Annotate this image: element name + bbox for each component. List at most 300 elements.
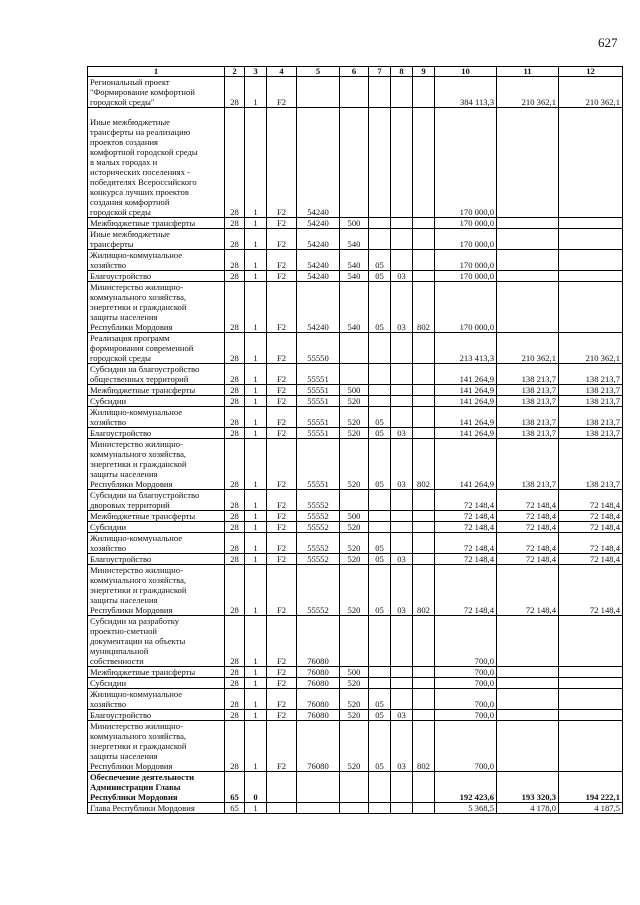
code-cell: 54240 [297,271,340,282]
code-cell: 1 [245,533,267,554]
table-row [88,218,623,229]
amount-cell [497,282,559,333]
amount-cell [559,282,623,333]
code-cell: 520 [340,407,369,428]
code-cell [413,710,435,721]
row-name-cell: Министерство жилищно- коммунального хозяйства, энергетики и гражданской защиты населения Республики Мордовия [88,721,225,772]
amount-cell: 138 213,7 [559,385,623,396]
amount-cell: 72 148,4 [497,533,559,554]
code-cell [267,803,297,814]
table-row [88,333,623,364]
code-cell [413,271,435,282]
code-cell: 03 [391,271,413,282]
amount-cell: 138 213,7 [497,385,559,396]
code-cell: 28 [225,271,245,282]
code-cell: 54240 [297,218,340,229]
amount-cell: 72 148,4 [435,522,497,533]
code-cell [297,803,340,814]
amount-cell: 700,0 [435,678,497,689]
code-cell [369,364,391,385]
row-name-cell: Жилищно-коммунальное хозяйство [88,533,225,554]
code-cell: 54240 [297,282,340,333]
code-cell: F2 [267,616,297,667]
row-name-cell: Субсидии [88,522,225,533]
code-cell: 1 [245,333,267,364]
amount-cell: 72 148,4 [497,554,559,565]
column-header: 12 [559,67,623,77]
table-row [88,364,623,385]
code-cell: 1 [245,616,267,667]
code-cell: 05 [369,439,391,490]
amount-cell: 213 413,3 [435,333,497,364]
row-name-cell: Реализация программ формирования современной городской среды [88,333,225,364]
amount-cell: 210 362,1 [497,77,559,108]
code-cell: 1 [245,250,267,271]
code-cell: 1 [245,554,267,565]
code-cell: 54240 [297,229,340,250]
amount-cell: 210 362,1 [559,333,623,364]
code-cell: F2 [267,407,297,428]
row-name-cell: Межбюджетные трансферты [88,385,225,396]
code-cell: 802 [413,439,435,490]
amount-cell [559,710,623,721]
code-cell: F2 [267,533,297,554]
table-row [88,667,623,678]
code-cell: 500 [340,218,369,229]
row-name-cell: Субсидии на благоустройство дворовых территорий [88,490,225,511]
code-cell: 1 [245,364,267,385]
table-row [88,554,623,565]
table-body [88,77,623,814]
code-cell: 65 [225,803,245,814]
amount-cell: 210 362,1 [497,333,559,364]
amount-cell: 170 000,0 [435,218,497,229]
row-name-cell: Министерство жилищно- коммунального хозяйства, энергетики и гражданской защиты населения Республики Мордовия [88,282,225,333]
code-cell: F2 [267,554,297,565]
code-cell: 28 [225,428,245,439]
table-row [88,229,623,250]
code-cell: 1 [245,218,267,229]
row-name-cell: Межбюджетные трансферты [88,511,225,522]
code-cell [340,77,369,108]
code-cell: 05 [369,721,391,772]
code-cell: 28 [225,77,245,108]
code-cell [413,554,435,565]
code-cell: 28 [225,616,245,667]
amount-cell: 138 213,7 [559,396,623,407]
code-cell: 520 [340,689,369,710]
amount-cell: 170 000,0 [435,229,497,250]
code-cell: 520 [340,710,369,721]
code-cell [413,250,435,271]
code-cell: 55552 [297,533,340,554]
code-cell [413,364,435,385]
table-row [88,533,623,554]
code-cell: F2 [267,364,297,385]
table-row [88,689,623,710]
code-cell [340,490,369,511]
code-cell: 55551 [297,407,340,428]
code-cell [369,229,391,250]
code-cell: 28 [225,522,245,533]
code-cell: F2 [267,218,297,229]
amount-cell [559,689,623,710]
amount-cell: 72 148,4 [559,490,623,511]
table-row [88,721,623,772]
code-cell: 520 [340,533,369,554]
table-row [88,522,623,533]
code-cell: 540 [340,229,369,250]
amount-cell [497,218,559,229]
code-cell: 0 [245,772,267,803]
column-header: 7 [369,67,391,77]
amount-cell: 138 213,7 [497,364,559,385]
code-cell [369,77,391,108]
row-name-cell: Субсидии [88,396,225,407]
amount-cell: 72 148,4 [559,511,623,522]
code-cell [369,667,391,678]
code-cell: 1 [245,271,267,282]
code-cell [340,333,369,364]
amount-cell [559,229,623,250]
code-cell [413,490,435,511]
table-row [88,803,623,814]
code-cell [413,803,435,814]
code-cell: F2 [267,490,297,511]
code-cell [391,803,413,814]
column-header: 5 [297,67,340,77]
code-cell: F2 [267,77,297,108]
code-cell: 55550 [297,333,340,364]
column-header: 2 [225,67,245,77]
code-cell: 28 [225,439,245,490]
code-cell: 28 [225,565,245,616]
code-cell: 500 [340,667,369,678]
code-cell: 1 [245,108,267,218]
column-header: 3 [245,67,267,77]
code-cell: 55552 [297,554,340,565]
row-name-cell: Межбюджетные трансферты [88,218,225,229]
code-cell: 500 [340,511,369,522]
code-cell: F2 [267,710,297,721]
code-cell [369,803,391,814]
amount-cell [497,710,559,721]
code-cell [297,772,340,803]
code-cell [413,678,435,689]
code-cell [391,511,413,522]
amount-cell: 72 148,4 [559,565,623,616]
amount-cell: 72 148,4 [559,522,623,533]
amount-cell: 700,0 [435,721,497,772]
code-cell: F2 [267,689,297,710]
code-cell [413,218,435,229]
amount-cell: 72 148,4 [435,533,497,554]
code-cell: 802 [413,565,435,616]
code-cell: 28 [225,407,245,428]
code-cell: 1 [245,667,267,678]
amount-cell: 194 222,1 [559,772,623,803]
code-cell: 1 [245,428,267,439]
code-cell: 1 [245,565,267,616]
code-cell: 1 [245,678,267,689]
amount-cell: 5 368,5 [435,803,497,814]
amount-cell: 700,0 [435,689,497,710]
amount-cell [559,108,623,218]
code-cell: F2 [267,511,297,522]
column-header: 4 [267,67,297,77]
code-cell: 55552 [297,565,340,616]
code-cell [391,522,413,533]
code-cell [413,333,435,364]
code-cell: 65 [225,772,245,803]
table-row [88,77,623,108]
code-cell: 03 [391,439,413,490]
amount-cell: 141 264,9 [435,407,497,428]
row-name-cell: Жилищно-коммунальное хозяйство [88,407,225,428]
code-cell: 55552 [297,522,340,533]
amount-cell: 72 148,4 [435,511,497,522]
code-cell: 28 [225,218,245,229]
amount-cell: 138 213,7 [497,428,559,439]
column-header: 8 [391,67,413,77]
amount-cell: 138 213,7 [559,428,623,439]
code-cell: 28 [225,250,245,271]
amount-cell: 4 187,5 [559,803,623,814]
code-cell: 520 [340,678,369,689]
code-cell: F2 [267,108,297,218]
code-cell: 03 [391,710,413,721]
amount-cell [559,218,623,229]
code-cell: F2 [267,282,297,333]
code-cell [413,511,435,522]
code-cell: 54240 [297,108,340,218]
code-cell [267,772,297,803]
amount-cell: 72 148,4 [497,565,559,616]
amount-cell: 141 264,9 [435,364,497,385]
code-cell [369,616,391,667]
code-cell: 28 [225,396,245,407]
code-cell: 500 [340,385,369,396]
amount-cell: 210 362,1 [559,77,623,108]
code-cell [413,689,435,710]
code-cell [391,407,413,428]
column-header: 11 [497,67,559,77]
code-cell: 28 [225,554,245,565]
row-name-cell: Субсидии на разработку проектно-сметной документации на объекты муниципальной собственности [88,616,225,667]
amount-cell: 141 264,9 [435,428,497,439]
amount-cell: 384 113,3 [435,77,497,108]
code-cell: 28 [225,689,245,710]
code-cell: 28 [225,282,245,333]
code-cell: 55551 [297,385,340,396]
amount-cell: 170 000,0 [435,108,497,218]
amount-cell: 170 000,0 [435,282,497,333]
amount-cell [497,689,559,710]
row-name-cell: Благоустройство [88,554,225,565]
code-cell: F2 [267,439,297,490]
row-name-cell: Субсидии на благоустройство общественных территорий [88,364,225,385]
column-header: 1 [88,67,225,77]
column-header: 6 [340,67,369,77]
code-cell [391,250,413,271]
amount-cell [497,721,559,772]
table-row [88,490,623,511]
code-cell: 1 [245,439,267,490]
code-cell: 28 [225,721,245,772]
amount-cell [559,250,623,271]
code-cell [413,407,435,428]
row-name-cell: Иные межбюджетные трансферты на реализацию проектов создания комфортной городской среды в малых городах и исторических поселениях - победителях Всероссийского конкурса лучших проектов создания комфортной городской среды [88,108,225,218]
code-cell: 802 [413,721,435,772]
code-cell [369,333,391,364]
code-cell: 55551 [297,428,340,439]
page-number: 627 [598,35,618,50]
code-cell [340,364,369,385]
code-cell [413,667,435,678]
code-cell: 1 [245,490,267,511]
code-cell: 1 [245,282,267,333]
column-header: 9 [413,67,435,77]
table-row [88,250,623,271]
code-cell: 28 [225,490,245,511]
code-cell: 1 [245,229,267,250]
code-cell: 03 [391,428,413,439]
code-cell [369,522,391,533]
code-cell: 05 [369,250,391,271]
code-cell: 03 [391,554,413,565]
amount-cell: 170 000,0 [435,250,497,271]
code-cell [369,490,391,511]
code-cell [391,385,413,396]
code-cell [391,364,413,385]
code-cell [391,533,413,554]
code-cell: F2 [267,428,297,439]
code-cell: F2 [267,250,297,271]
amount-cell: 138 213,7 [497,407,559,428]
code-cell: F2 [267,522,297,533]
amount-cell: 700,0 [435,616,497,667]
code-cell: 76080 [297,616,340,667]
code-cell [391,229,413,250]
amount-cell: 72 148,4 [435,565,497,616]
code-cell [369,396,391,407]
amount-cell: 141 264,9 [435,396,497,407]
code-cell [391,616,413,667]
code-cell: 76080 [297,667,340,678]
amount-cell: 700,0 [435,710,497,721]
code-cell: 1 [245,710,267,721]
code-cell [413,533,435,554]
code-cell: F2 [267,721,297,772]
code-cell: F2 [267,333,297,364]
row-name-cell: Жилищно-коммунальное хозяйство [88,689,225,710]
code-cell: 05 [369,710,391,721]
amount-cell [559,271,623,282]
code-cell: 1 [245,511,267,522]
amount-cell: 72 148,4 [497,522,559,533]
row-name-cell: Иные межбюджетные трансферты [88,229,225,250]
code-cell [340,616,369,667]
code-cell: 55552 [297,490,340,511]
code-cell [369,385,391,396]
amount-cell: 72 148,4 [435,490,497,511]
code-cell: F2 [267,565,297,616]
amount-cell: 138 213,7 [559,364,623,385]
amount-cell [559,678,623,689]
code-cell: 28 [225,385,245,396]
table-row [88,565,623,616]
row-name-cell: Глава Республики Мордовия [88,803,225,814]
row-name-cell: Министерство жилищно- коммунального хозяйства, энергетики и гражданской защиты населения Республики Мордовия [88,565,225,616]
code-cell: 520 [340,396,369,407]
row-name-cell: Межбюджетные трансферты [88,667,225,678]
code-cell [413,616,435,667]
amount-cell [497,616,559,667]
amount-cell: 141 264,9 [435,439,497,490]
amount-cell: 170 000,0 [435,271,497,282]
code-cell: 1 [245,803,267,814]
code-cell [391,678,413,689]
table-row [88,271,623,282]
code-cell [340,772,369,803]
code-cell: 76080 [297,710,340,721]
table-row [88,282,623,333]
amount-cell [559,667,623,678]
row-name-cell: Жилищно-коммунальное хозяйство [88,250,225,271]
code-cell: 28 [225,511,245,522]
code-cell [391,218,413,229]
amount-cell: 193 320,3 [497,772,559,803]
code-cell: 05 [369,689,391,710]
code-cell: F2 [267,667,297,678]
budget-table [87,66,623,814]
row-name-cell: Субсидии [88,678,225,689]
amount-cell: 138 213,7 [497,439,559,490]
code-cell: 540 [340,282,369,333]
code-cell: 1 [245,396,267,407]
amount-cell: 72 148,4 [559,554,623,565]
code-cell: 28 [225,108,245,218]
amount-cell: 141 264,9 [435,385,497,396]
code-cell: 1 [245,407,267,428]
code-cell: 1 [245,385,267,396]
code-cell: 05 [369,271,391,282]
code-cell: 520 [340,554,369,565]
amount-cell [497,667,559,678]
code-cell [413,396,435,407]
table-header-row [88,67,623,77]
row-name-cell: Благоустройство [88,710,225,721]
code-cell: 520 [340,522,369,533]
code-cell: 1 [245,689,267,710]
code-cell [413,428,435,439]
code-cell: 28 [225,533,245,554]
code-cell: 540 [340,271,369,282]
amount-cell [559,616,623,667]
table-row [88,772,623,803]
amount-cell [497,250,559,271]
code-cell [340,803,369,814]
amount-cell: 138 213,7 [497,396,559,407]
code-cell [391,77,413,108]
code-cell [413,77,435,108]
code-cell [413,108,435,218]
code-cell: 05 [369,428,391,439]
code-cell: 03 [391,565,413,616]
code-cell: 520 [340,439,369,490]
row-name-cell: Благоустройство [88,271,225,282]
table-row [88,710,623,721]
